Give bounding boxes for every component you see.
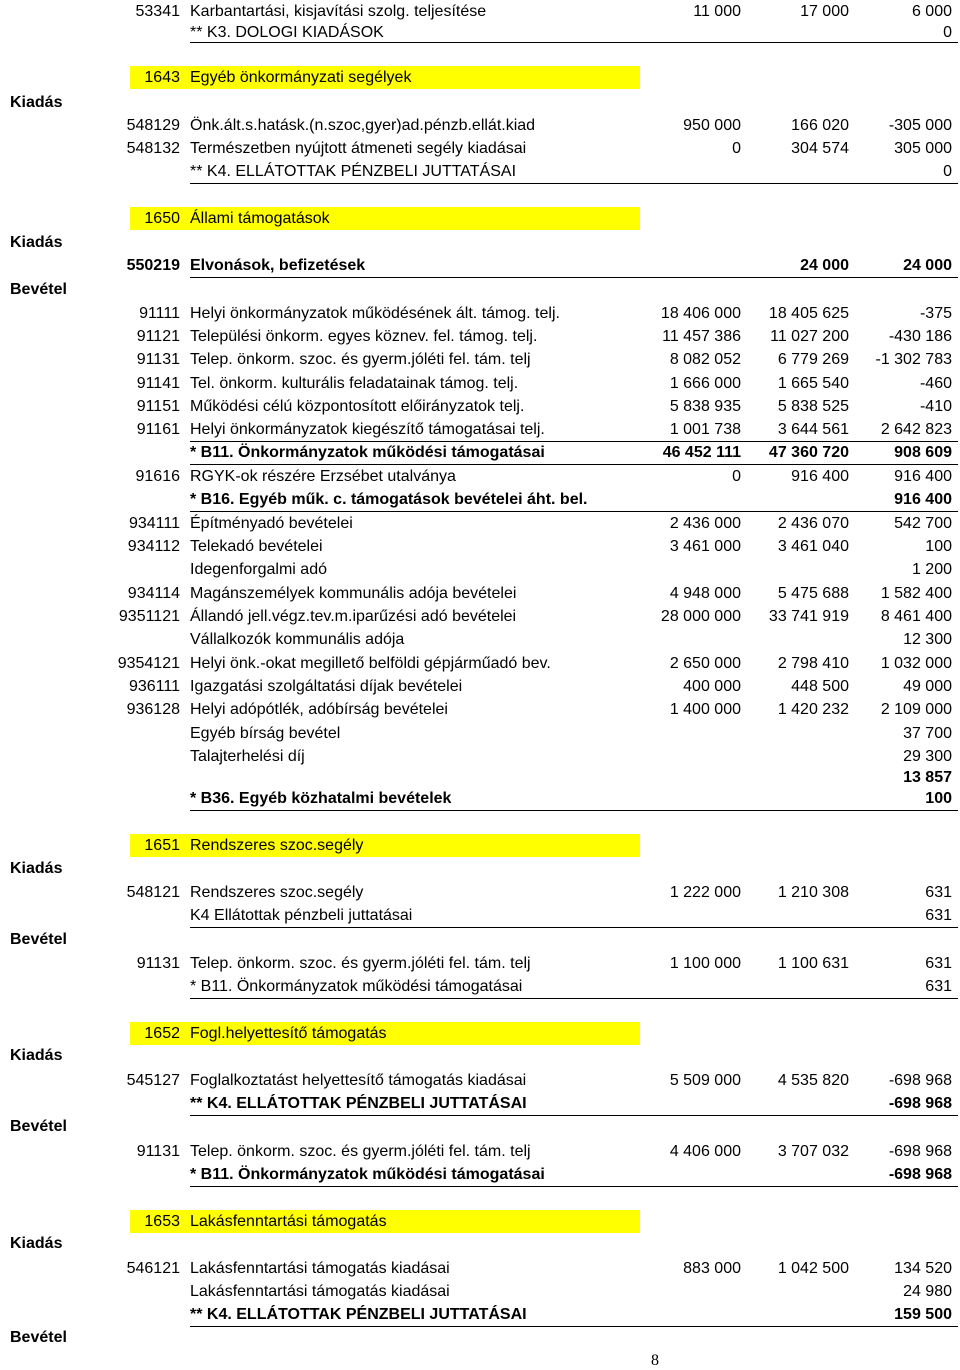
account-code: 936128 [126, 701, 180, 718]
section-code: 1652 [144, 1025, 180, 1042]
planned-amount: 5 838 935 [669, 398, 741, 415]
item-description: Tel. önkorm. kulturális feladatainak támog. telj. [190, 375, 519, 392]
actual-amount: 4 535 820 [777, 1072, 849, 1089]
account-code: 91121 [136, 328, 180, 345]
table-row [0, 372, 960, 395]
page-number: 8 [651, 1352, 659, 1369]
section-header [0, 66, 960, 89]
difference-amount: 916 400 [894, 468, 952, 485]
subtotal-label: ** K4. ELLÁTOTTAK PÉNZBELI JUTTATÁSAI [190, 163, 517, 180]
planned-amount: 28 000 000 [660, 608, 741, 625]
actual-amount: 2 436 070 [777, 515, 849, 532]
subtotal-amount: 0 [943, 163, 952, 180]
difference-amount: 2 109 000 [880, 701, 952, 718]
subtotal-label: ** K4. ELLÁTOTTAK PÉNZBELI JUTTATÁSAI [190, 1095, 527, 1112]
account-code: 91161 [136, 421, 180, 438]
table-row [0, 418, 960, 441]
planned-amount: 1 001 738 [669, 421, 741, 438]
side-label-bevetel: Bevétel [10, 1118, 67, 1135]
difference-amount: 100 [925, 538, 952, 555]
separator-line [190, 998, 958, 999]
planned-amount: 4 406 000 [669, 1143, 741, 1160]
account-code: 53341 [135, 3, 180, 20]
subtotal-amount: 159 500 [894, 1306, 952, 1323]
planned-amount: 2 650 000 [669, 655, 741, 672]
actual-amount: 1 665 540 [777, 375, 849, 392]
account-code: 91131 [136, 955, 180, 972]
planned-amount: 11 457 386 [662, 328, 741, 345]
actual-amount: 3 707 032 [777, 1143, 849, 1160]
planned-amount: 950 000 [683, 117, 741, 134]
item-description: Telekadó bevételei [190, 538, 323, 555]
section-title: Egyéb önkormányzati segélyek [190, 69, 412, 86]
difference-amount: 542 700 [894, 515, 952, 532]
account-code: 91151 [136, 398, 180, 415]
difference-amount: 2 642 823 [880, 421, 952, 438]
table-row [0, 302, 960, 325]
planned-amount: 2 436 000 [669, 515, 741, 532]
table-row [0, 881, 960, 904]
separator-line [190, 927, 958, 928]
subtotal-amount: 631 [925, 978, 952, 995]
section-title: Állami támogatások [190, 210, 330, 227]
separator-line [190, 42, 958, 43]
difference-amount: 134 520 [894, 1260, 952, 1277]
actual-amount: 3 461 040 [777, 538, 849, 555]
planned-amount: 5 509 000 [669, 1072, 741, 1089]
difference-amount: 29 300 [903, 748, 952, 765]
subtotal-row [0, 160, 960, 183]
item-description: Elvonások, befizetések [190, 257, 366, 274]
table-row [0, 675, 960, 698]
actual-amount: 916 400 [791, 468, 849, 485]
table-row [0, 582, 960, 605]
difference-amount: 1 582 400 [880, 585, 952, 602]
table-row [0, 652, 960, 675]
actual-amount: 18 405 625 [768, 305, 849, 322]
table-row [0, 952, 960, 975]
side-label-bevetel: Bevétel [10, 931, 67, 948]
separator-line [190, 1186, 958, 1187]
subtotal-row [0, 21, 960, 44]
table-row [0, 325, 960, 348]
section-header [0, 834, 960, 857]
separator-line [190, 810, 958, 811]
account-code: 545127 [126, 1072, 180, 1089]
account-code: 934114 [127, 585, 180, 602]
item-description: Telep. önkorm. szoc. és gyerm.jóléti fel. tám. telj [190, 351, 531, 368]
side-label-kiadas: Kiadás [10, 1235, 63, 1252]
item-description: Természetben nyújtott átmeneti segély kiadásai [190, 140, 527, 157]
item-description: Helyi adópótlék, adóbírság bevételei [190, 701, 448, 718]
table-row [0, 465, 960, 488]
difference-amount: -698 968 [888, 1143, 952, 1160]
section-code: 1643 [144, 69, 180, 86]
table-row [0, 1069, 960, 1092]
item-description: Karbantartási, kisjavítási szolg. teljesítése [190, 3, 487, 20]
planned-amount: 0 [732, 468, 741, 485]
section-code: 1650 [144, 210, 180, 227]
separator-line [190, 1115, 958, 1116]
section-title: Lakásfenntartási támogatás [190, 1213, 387, 1230]
item-description: Igazgatási szolgáltatási díjak bevételei [190, 678, 463, 695]
account-code: 934111 [128, 515, 180, 532]
planned-amount: 8 082 052 [669, 351, 741, 368]
section-title: Fogl.helyettesítő támogatás [190, 1025, 387, 1042]
difference-amount: 24 980 [903, 1283, 952, 1300]
difference-amount: 37 700 [903, 725, 952, 742]
difference-amount: -698 968 [888, 1072, 952, 1089]
actual-amount: 11 027 200 [770, 328, 849, 345]
item-description: Telep. önkorm. szoc. és gyerm.jóléti fel. tám. telj [190, 955, 531, 972]
difference-amount: 8 461 400 [880, 608, 952, 625]
planned-amount: 1 222 000 [669, 884, 741, 901]
item-description: Lakásfenntartási támogatás kiadásai [190, 1260, 450, 1277]
item-description: RGYK-ok részére Erzsébet utalványa [190, 468, 456, 485]
actual-amount: 47 360 720 [768, 444, 849, 461]
planned-amount: 400 000 [683, 678, 741, 695]
account-code: 550219 [126, 257, 180, 274]
actual-amount: 6 779 269 [777, 351, 849, 368]
section-header [0, 207, 960, 230]
subtotal-row [0, 1163, 960, 1186]
item-description: Települési önkorm. egyes köznev. fel. támog. telj. [190, 328, 538, 345]
table-row [0, 395, 960, 418]
separator-line [190, 1326, 958, 1327]
item-description: Vállalkozók kommunális adója [190, 631, 405, 648]
planned-amount: 0 [732, 140, 741, 157]
table-row [0, 0, 960, 23]
difference-amount: -305 000 [888, 117, 952, 134]
account-code: 934112 [127, 538, 180, 555]
difference-amount: -1 302 783 [875, 351, 952, 368]
item-description: Működési célú központosított előirányzatok telj. [190, 398, 525, 415]
table-row [0, 137, 960, 160]
actual-amount: 5 838 525 [777, 398, 849, 415]
subtotal-row [0, 787, 960, 810]
difference-amount: -375 [919, 305, 952, 322]
table-row [0, 535, 960, 558]
actual-amount: 1 042 500 [777, 1260, 849, 1277]
table-row [0, 512, 960, 535]
actual-amount: 2 798 410 [777, 655, 849, 672]
section-title: Rendszeres szoc.segély [190, 837, 364, 854]
table-row [0, 1140, 960, 1163]
table-row [0, 558, 960, 581]
item-description: Helyi önk.-okat megillető belföldi gépjárműadó bev. [190, 655, 551, 672]
difference-amount: -460 [919, 375, 952, 392]
actual-amount: 1 100 631 [777, 955, 849, 972]
subtotal-row [0, 904, 960, 927]
item-description: Telep. önkorm. szoc. és gyerm.jóléti fel. tám. telj [190, 1143, 531, 1160]
planned-amount: 1 100 000 [669, 955, 741, 972]
item-description: Helyi önkormányzatok működésének ált. támog. telj. [190, 305, 560, 322]
section-code: 1653 [144, 1213, 180, 1230]
subtotal-amount: 0 [943, 24, 952, 41]
subtotal-label: * B11. Önkormányzatok működési támogatásai [190, 978, 523, 995]
account-code: 9354121 [117, 655, 180, 672]
table-row [0, 254, 960, 277]
account-code: 91616 [135, 468, 180, 485]
subtotal-label: ** K4. ELLÁTOTTAK PÉNZBELI JUTTATÁSAI [190, 1306, 527, 1323]
actual-amount: 1 210 308 [777, 884, 849, 901]
section-header [0, 1210, 960, 1233]
table-row [0, 114, 960, 137]
difference-amount: 631 [925, 884, 952, 901]
side-label-kiadas: Kiadás [10, 860, 63, 877]
item-description: Önk.ált.s.hatásk.(n.szoc,gyer)ad.pénzb.ellát.kiad [190, 117, 536, 134]
difference-amount: 1 032 000 [880, 655, 952, 672]
table-row [0, 348, 960, 371]
actual-amount: 3 644 561 [777, 421, 849, 438]
actual-amount: 33 741 919 [768, 608, 849, 625]
actual-amount: 304 574 [791, 140, 849, 157]
account-code: 548121 [126, 884, 180, 901]
subtotal-amount: 908 609 [894, 444, 952, 461]
separator-line [190, 277, 958, 278]
subtotal-row [0, 488, 960, 511]
difference-amount: -410 [919, 398, 952, 415]
subtotal-label: * B16. Egyéb műk. c. támogatások bevételei áht. bel. [190, 491, 588, 508]
table-row [0, 722, 960, 745]
planned-amount: 11 000 [693, 3, 741, 20]
account-code: 546121 [126, 1260, 180, 1277]
subtotal-amount-line1: 13 857 [903, 769, 952, 786]
section-header [0, 1022, 960, 1045]
table-row [0, 745, 960, 768]
actual-amount: 5 475 688 [777, 585, 849, 602]
account-code: 548129 [126, 117, 180, 134]
difference-amount: 6 000 [911, 3, 952, 20]
subtotal-row [0, 1092, 960, 1115]
subtotal-row [0, 975, 960, 998]
subtotal-label: * B11. Önkormányzatok működési támogatásai [190, 444, 545, 461]
subtotal-label: * B36. Egyéb közhatalmi bevételek [190, 790, 452, 807]
planned-amount: 3 461 000 [669, 538, 741, 555]
subtotal-row [0, 441, 960, 464]
item-description: Rendszeres szoc.segély [190, 884, 364, 901]
item-description: Magánszemélyek kommunális adója bevételei [190, 585, 517, 602]
actual-amount: 166 020 [791, 117, 849, 134]
table-row [0, 698, 960, 721]
difference-amount: 49 000 [903, 678, 952, 695]
account-code: 91141 [136, 375, 180, 392]
separator-line [190, 183, 958, 184]
subtotal-label: * B11. Önkormányzatok működési támogatásai [190, 1166, 545, 1183]
subtotal-label: K4 Ellátottak pénzbeli juttatásai [190, 907, 413, 924]
item-description: Egyéb bírság bevétel [190, 725, 341, 742]
table-row [0, 628, 960, 651]
side-label-kiadas: Kiadás [10, 234, 63, 251]
planned-amount: 1 400 000 [669, 701, 741, 718]
planned-amount: 46 452 111 [662, 444, 741, 461]
table-row [0, 1257, 960, 1280]
subtotal-row [0, 1303, 960, 1326]
table-row [0, 1280, 960, 1303]
difference-amount: 631 [925, 955, 952, 972]
item-description: Állandó jell.végz.tev.m.iparűzési adó bevételei [190, 608, 517, 625]
subtotal-amount: -698 968 [888, 1095, 952, 1112]
side-label-bevetel: Bevétel [10, 281, 67, 298]
planned-amount: 4 948 000 [669, 585, 741, 602]
difference-amount: -430 186 [888, 328, 952, 345]
account-code: 9351121 [118, 608, 180, 625]
difference-amount: 305 000 [894, 140, 952, 157]
difference-amount: 24 000 [903, 257, 952, 274]
subtotal-row [0, 766, 960, 789]
subtotal-amount: 631 [925, 907, 952, 924]
actual-amount: 24 000 [800, 257, 849, 274]
actual-amount: 1 420 232 [777, 701, 849, 718]
difference-amount: 1 200 [911, 561, 952, 578]
difference-amount: 12 300 [903, 631, 952, 648]
actual-amount: 448 500 [791, 678, 849, 695]
item-description: Idegenforgalmi adó [190, 561, 327, 578]
planned-amount: 18 406 000 [660, 305, 741, 322]
side-label-kiadas: Kiadás [10, 1047, 63, 1064]
item-description: Építményadó bevételei [190, 515, 353, 532]
item-description: Helyi önkormányzatok kiegészítő támogatásai telj. [190, 421, 545, 438]
subtotal-amount: 916 400 [894, 491, 952, 508]
account-code: 91131 [136, 1143, 180, 1160]
account-code: 91111 [139, 305, 180, 322]
subtotal-label: ** K3. DOLOGI KIADÁSOK [190, 24, 384, 41]
account-code: 936111 [128, 678, 180, 695]
account-code: 548132 [126, 140, 180, 157]
actual-amount: 17 000 [800, 3, 849, 20]
side-label-kiadas: Kiadás [10, 94, 63, 111]
section-code: 1651 [144, 837, 180, 854]
table-row [0, 605, 960, 628]
subtotal-amount-line2: 100 [925, 790, 952, 807]
account-code: 91131 [136, 351, 180, 368]
item-description: Foglalkoztatást helyettesítő támogatás kiadásai [190, 1072, 527, 1089]
side-label-bevetel: Bevétel [10, 1329, 67, 1346]
item-description: Talajterhelési díj [190, 748, 305, 765]
subtotal-amount: -698 968 [888, 1166, 952, 1183]
item-description: Lakásfenntartási támogatás kiadásai [190, 1283, 450, 1300]
planned-amount: 1 666 000 [669, 375, 741, 392]
planned-amount: 883 000 [683, 1260, 741, 1277]
